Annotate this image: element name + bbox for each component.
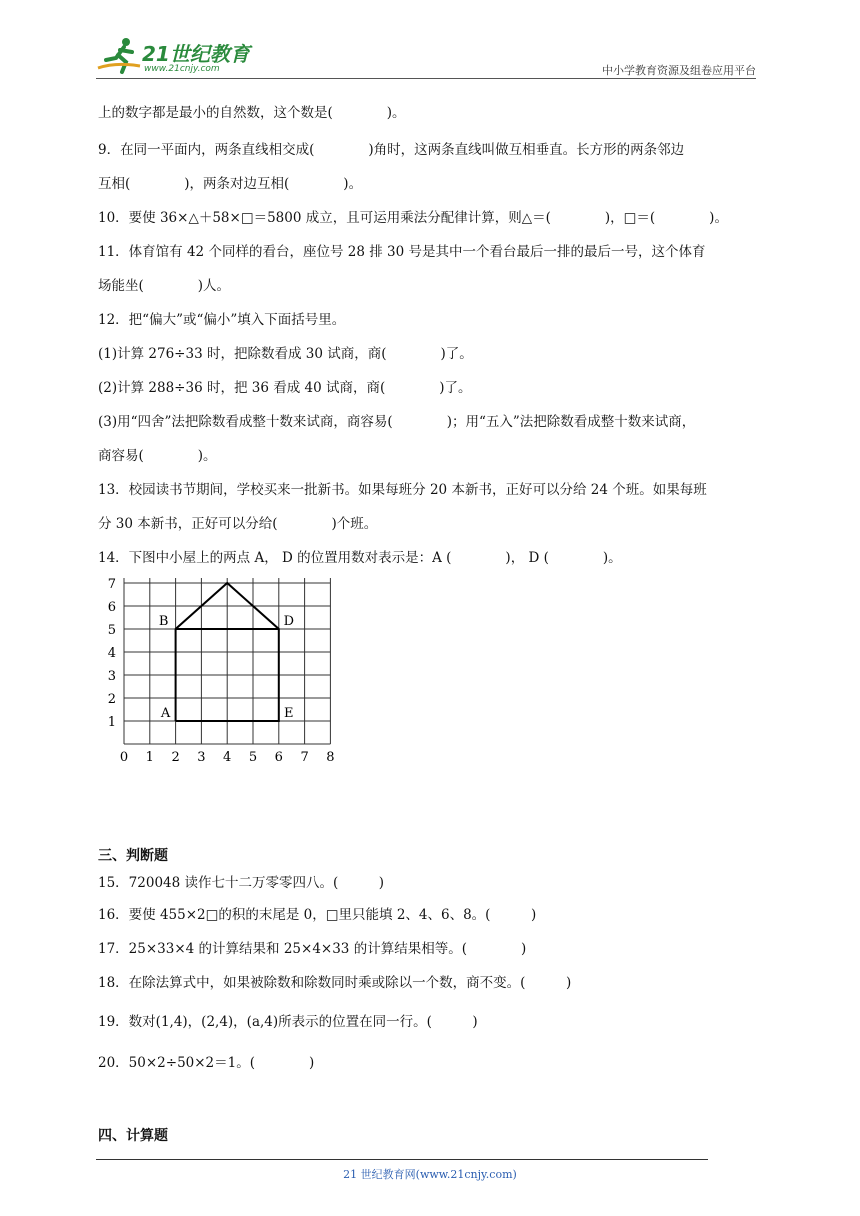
point-label-e: E — [284, 706, 294, 721]
question-18: 18．在除法算式中，如果被除数和除数同时乘或除以一个数，商不变。( ) — [98, 975, 572, 991]
question-14: 14．下图中小屋上的两点 A， D 的位置用数对表示是：A ( )， D ( )。 — [98, 550, 622, 566]
runner-icon — [96, 36, 142, 76]
x-tick-label: 6 — [274, 750, 283, 765]
page-header — [96, 30, 756, 80]
y-tick-label: 2 — [107, 692, 116, 707]
x-tick-label: 4 — [223, 750, 232, 765]
x-tick-label: 0 — [119, 750, 129, 765]
platform-name: 中小学教育资源及组卷应用平台 — [602, 64, 756, 77]
y-tick-label: 4 — [107, 646, 116, 661]
question-11-cont: 场能坐( )人。 — [98, 278, 231, 294]
logo-text: 21世纪教育 — [142, 42, 250, 66]
x-tick-label: 2 — [171, 750, 180, 765]
question-19: 19．数对(1,4)，(2,4)，(a,4)所表示的位置在同一行。( ) — [98, 1014, 478, 1030]
question-20: 20．50×2÷50×2＝1。( ) — [98, 1055, 315, 1071]
question-12: 12．把“偏大”或“偏小”填入下面括号里。 — [98, 312, 346, 328]
question-17: 17．25×33×4 的计算结果和 25×4×33 的计算结果相等。( ) — [98, 941, 527, 957]
question-12-1: (1)计算 276÷33 时，把除数看成 30 试商，商( )了。 — [98, 346, 473, 362]
question-9: 9．在同一平面内，两条直线相交成( )角时，这两条直线叫做互相垂直。长方形的两条邻边 — [98, 142, 685, 158]
y-tick-label: 1 — [107, 715, 116, 730]
footer-divider — [96, 1159, 708, 1160]
section-judge-title: 三、判断题 — [98, 848, 168, 864]
point-label-b: B — [158, 614, 169, 629]
coordinate-grid-figure — [98, 578, 348, 788]
x-tick-label: 5 — [248, 750, 258, 765]
question-12-3-cont: 商容易( )。 — [98, 448, 217, 464]
question-12-3: (3)用“四舍”法把除数看成整十数来试商，商容易( )；用“五入”法把除数看成整十数来试商， — [98, 414, 696, 430]
question-10: 10．要使 36×△＋58×□＝5800 成立，且可运用乘法分配律计算，则△＝( )，□＝( )。 — [98, 210, 728, 226]
point-label-c — [212, 578, 222, 581]
header-divider — [96, 78, 756, 79]
logo-url: www.21cnjy.com — [144, 64, 220, 74]
y-tick-label: 6 — [107, 600, 116, 615]
question-13-cont: 分 30 本新书，正好可以分给( )个班。 — [98, 516, 378, 532]
x-tick-label: 3 — [197, 750, 206, 765]
footer-text: 21 世纪教育网(www.21cnjy.com) — [343, 1168, 517, 1181]
question-16: 16．要使 455×2□的积的末尾是 0，□里只能填 2、4、6、8。( ) — [98, 907, 537, 923]
x-tick-label: 7 — [300, 750, 309, 765]
question-line: 上的数字都是最小的自然数，这个数是( )。 — [98, 105, 406, 121]
y-tick-label: 7 — [107, 578, 116, 592]
x-tick-label: 8 — [326, 750, 335, 765]
question-11: 11．体育馆有 42 个同样的看台，座位号 28 排 30 号是其中一个看台最后一排的最后一号，这个体育 — [98, 244, 706, 260]
point-label-a: A — [160, 706, 171, 721]
point-label-d: D — [283, 614, 295, 629]
y-tick-label: 3 — [107, 669, 116, 684]
coordinate-grid — [98, 578, 348, 788]
site-logo — [96, 36, 266, 76]
question-9-cont: 互相( )，两条对边互相( )。 — [98, 176, 363, 192]
y-tick-label: 5 — [107, 623, 116, 638]
section-calc-title: 四、计算题 — [98, 1128, 168, 1144]
question-12-2: (2)计算 288÷36 时，把 36 看成 40 试商，商( )了。 — [98, 380, 472, 396]
question-13: 13．校园读书节期间，学校买来一批新书。如果每班分 20 本新书，正好可以分给 24 个班。如果每班 — [98, 482, 707, 498]
question-15: 15．720048 读作七十二万零零四八。( ) — [98, 875, 385, 891]
x-tick-label: 1 — [145, 750, 154, 765]
